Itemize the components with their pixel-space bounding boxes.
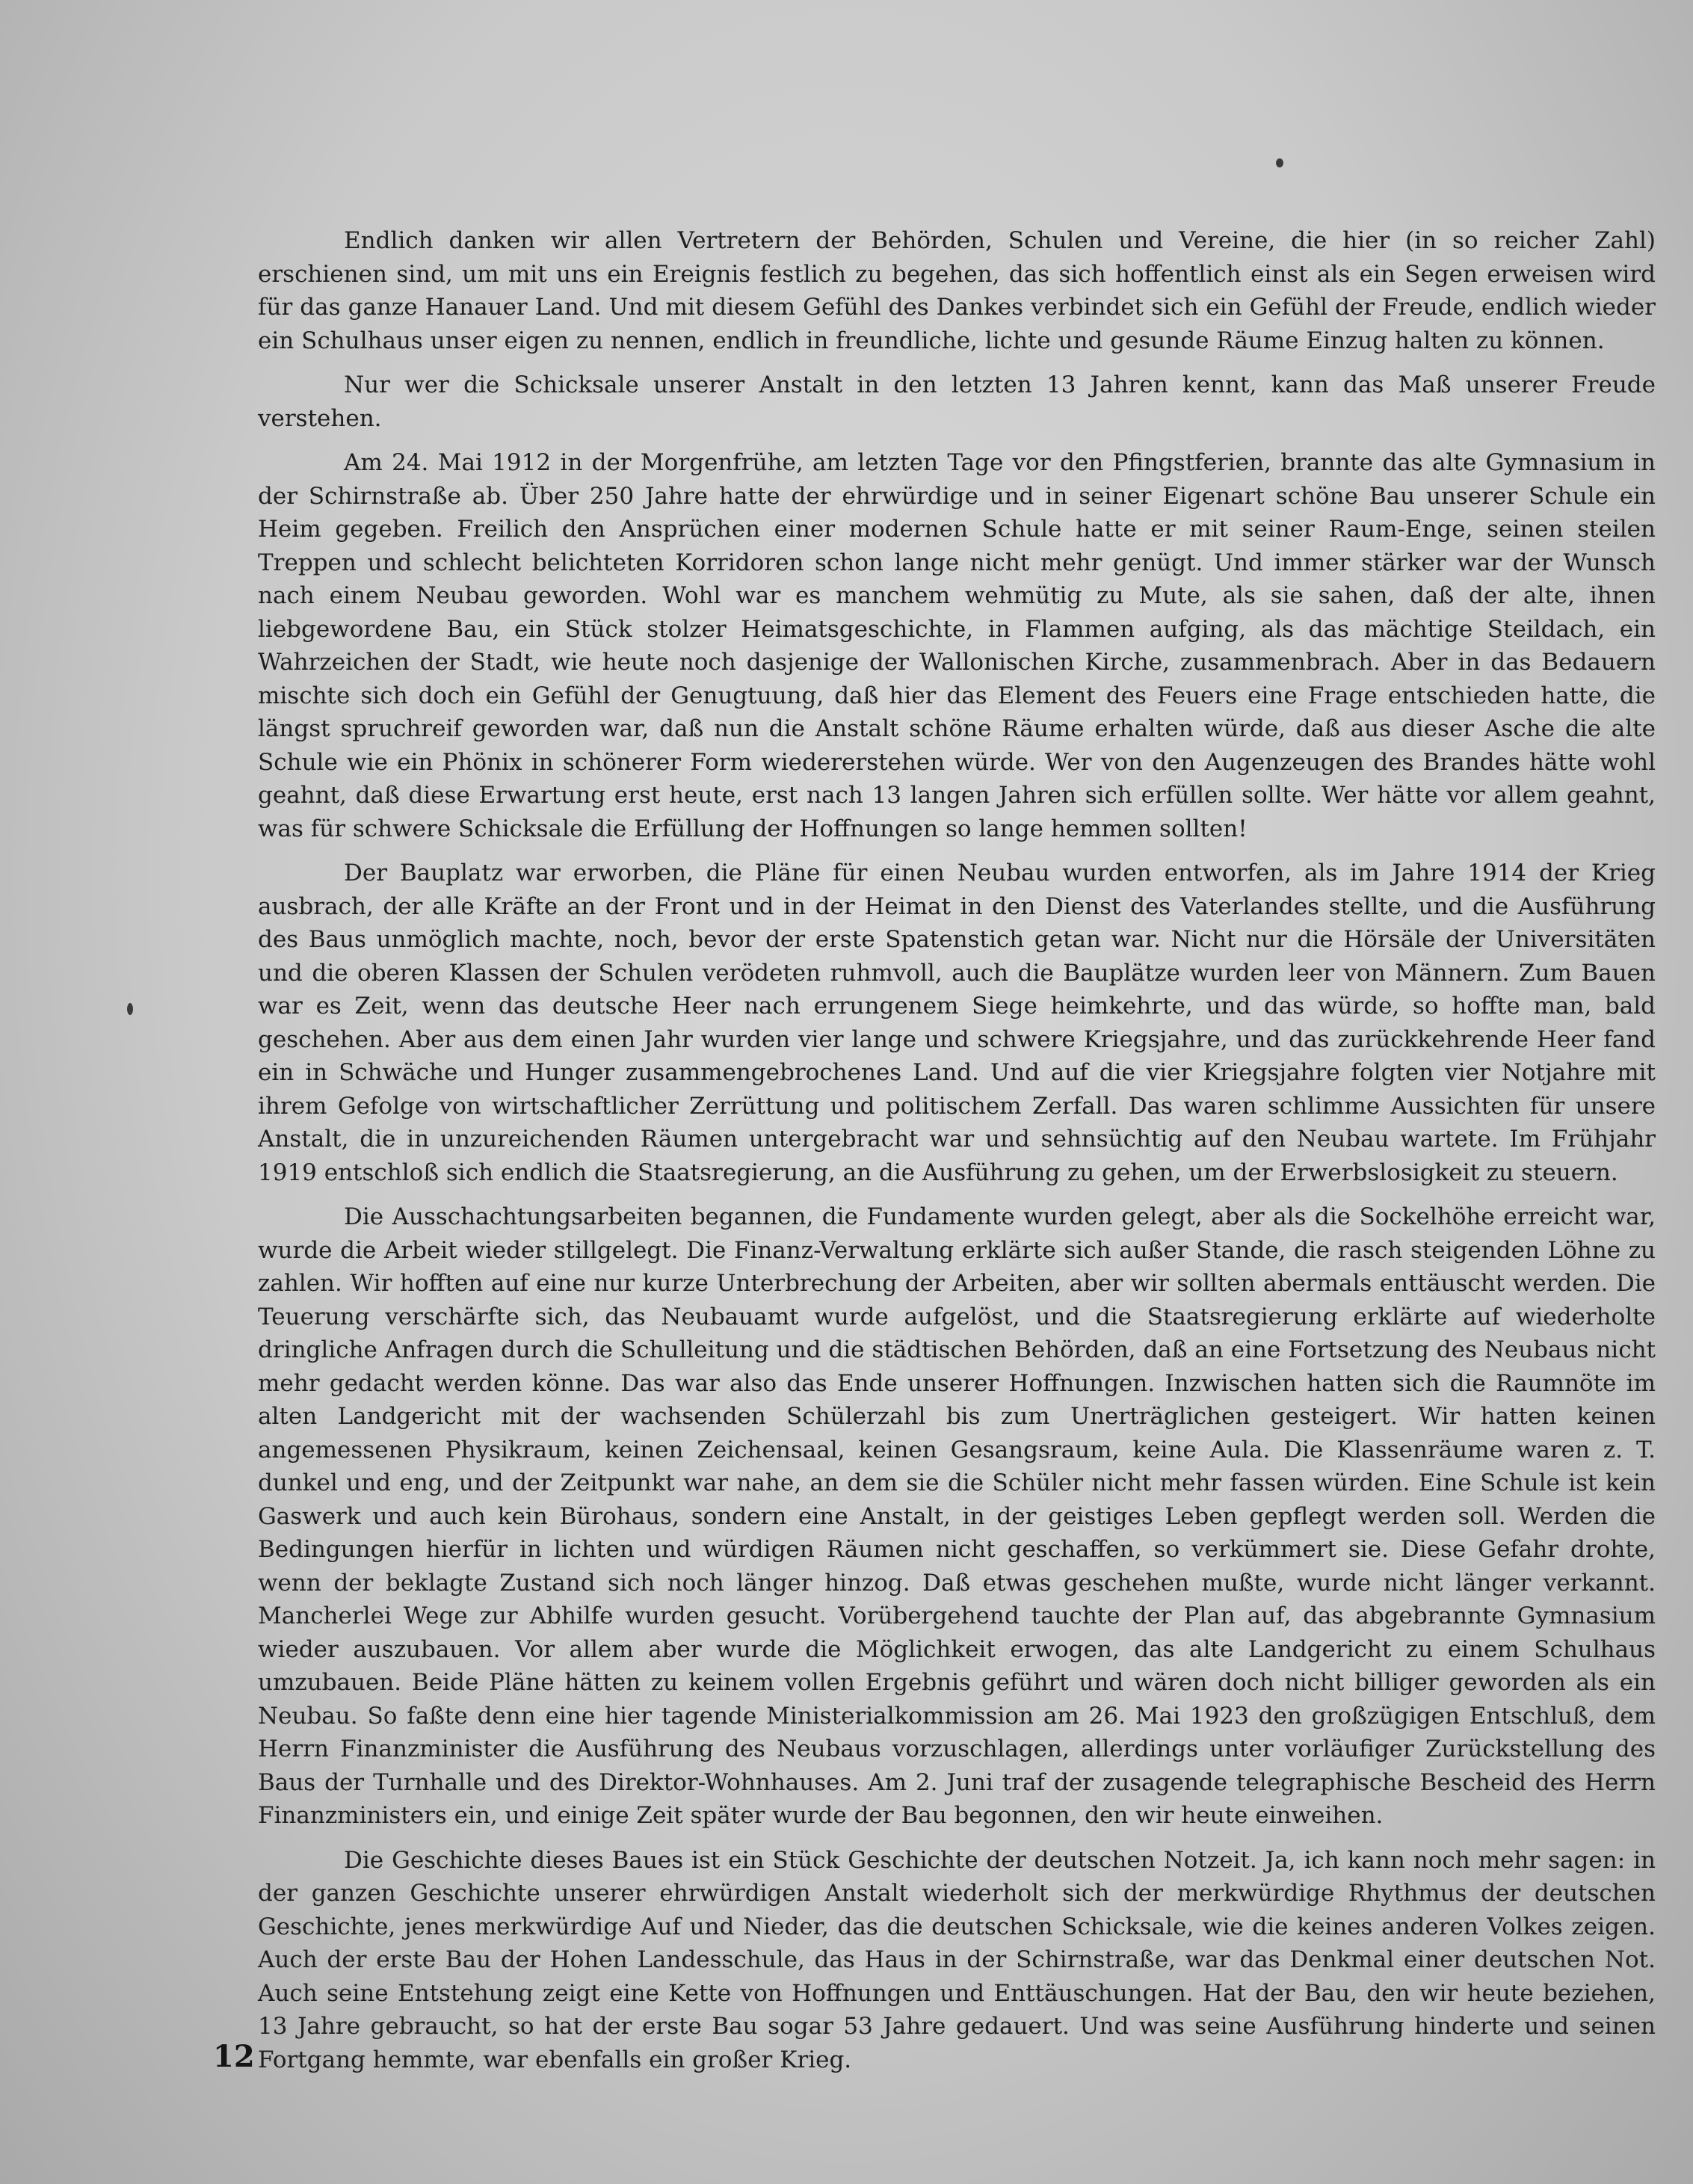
ink-spot — [1276, 158, 1283, 167]
paragraph-fate: Nur wer die Schicksale unserer Anstalt in den letzten 13 Jahren kennt, kann das Maß unserer Freude verstehen. — [258, 371, 1656, 432]
page-number: 12 — [213, 2039, 255, 2074]
paragraph-war-1914: Der Bauplatz war erworben, die Pläne für einen Neubau wurden entworfen, als im Jahre 1914 der Krieg ausbrach, der alle Kräfte an der Front und in der Heimat in den Dienst des Vaterlandes stellte, und die Ausführung des Baus unmöglich machte, noch, bevor der erste Spatenstich getan war. Nicht nur die Hörsäle der Universitäten und die oberen Klassen der Schulen verödeten ruhmvoll, auch die Bauplätze wurden leer von Männern. Zum Bauen war es Zeit, wenn das deutsche Heer nach errungenem Siege heimkehrte, und das würde, so hoffte man, bald geschehen. Aber aus dem einen Jahr wurden vier lange und schwere Kriegsjahre, und das zurückkehrende Heer fand ein in Schwäche und Hunger zusammengebrochenes Land. Und auf die vier Kriegsjahre folgten vier Notjahre mit ihrem Gefolge von wirtschaftlicher Zerrüttung und politischem Zerfall. Das waren schlimme Aussichten für unsere Anstalt, die in unzureichenden Räumen untergebracht war und sehnsüchtig auf den Neubau wartete. Im Frühjahr 1919 entschloß sich endlich die Staatsregierung, an die Ausführung zu gehen, um der Erwerbslosigkeit zu steuern. — [258, 860, 1656, 1186]
paragraph-history: Die Geschichte dieses Baues ist ein Stück Geschichte der deutschen Notzeit. Ja, ich kann noch mehr sagen: in der ganzen Geschichte unserer ehrwürdigen Anstalt wiederholt sich der merkwürdige Rhythmus der deutschen Geschichte, jenes merkwürdige Auf und Nieder, das die deutschen Schicksale, wie die keines anderen Volkes zeigen. Auch der erste Bau der Hohen Landesschule, das Haus in der Schirnstraße, war das Denkmal einer deutschen Not. Auch seine Entstehung zeigt eine Kette von Hoffnungen und Enttäuschungen. Hat der Bau, den wir heute beziehen, 13 Jahre gebraucht, so hat der erste Bau sogar 53 Jahre gedauert. Und was seine Ausführung hinderte und seinen Fortgang hemmte, war ebenfalls ein großer Krieg. — [258, 1846, 1656, 2073]
paragraph-construction: Die Ausschachtungsarbeiten begannen, die Fundamente wurden gelegt, aber als die Sockelhöhe erreicht war, wurde die Arbeit wieder stillgelegt. Die Finanz-Verwaltung erklärte sich außer Stande, die rasch steigenden Löhne zu zahlen. Wir hofften auf eine nur kurze Unterbrechung der Arbeiten, aber wir sollten abermals enttäuscht werden. Die Teuerung verschärfte sich, das Neubauamt wurde aufgelöst, und die Staatsregierung erklärte auf wiederholte dringliche Anfragen durch die Schulleitung und die städtischen Behörden, daß an eine Fortsetzung des Neubaus nicht mehr gedacht werden könne. Das war also das Ende unserer Hoffnungen. Inzwischen hatten sich die Raumnöte im alten Landgericht mit der wachsenden Schülerzahl bis zum Unerträglichen gesteigert. Wir hatten keinen angemessenen Physikraum, keinen Zeichensaal, keinen Gesangsraum, keine Aula. Die Klassenräume waren z. T. dunkel und eng, und der Zeitpunkt war nahe, an dem sie die Schüler nicht mehr fassen würden. Eine Schule ist kein Gaswerk und auch kein Bürohaus, sondern eine Anstalt, in der geistiges Leben gepflegt werden soll. Werden die Bedingungen hierfür in lichten und würdigen Räumen nicht geschaffen, so verkümmert sie. Diese Gefahr drohte, wenn der beklagte Zustand sich noch länger hinzog. Daß etwas geschehen mußte, wurde nicht länger verkannt. Mancherlei Wege zur Abhilfe wurden gesucht. Vorübergehend tauchte der Plan auf, das abgebrannte Gymnasium wieder auszubauen. Vor allem aber wurde die Möglichkeit erwogen, das alte Landgericht zu einem Schulhaus umzubauen. Beide Pläne hätten zu keinem vollen Ergebnis geführt und wären doch nicht billiger geworden als ein Neubau. So faßte denn eine hier tagende Ministerialkommission am 26. Mai 1923 den großzügigen Entschluß, dem Herrn Finanzminister die Ausführung des Neubaus vorzuschlagen, allerdings unter vorläufiger Zurückstellung des Baus der Turnhalle und des Direktor-Wohnhauses. Am 2. Juni traf der zusagende telegraphische Bescheid des Herrn Finanzministers ein, und einige Zeit später wurde der Bau begonnen, den wir heute einweihen. — [258, 1203, 1656, 1829]
paragraph-fire-1912: Am 24. Mai 1912 in der Morgenfrühe, am letzten Tage vor den Pfingstferien, brannte das alte Gymnasium in der Schirnstraße ab. Über 250 Jahre hatte der ehrwürdige und in seiner Eigenart schöne Bau unserer Schule ein Heim gegeben. Freilich den Ansprüchen einer modernen Schule hatte er mit seiner Raum-Enge, seinen steilen Treppen und schlecht belichteten Korridoren schon lange nicht mehr genügt. Und immer stärker war der Wunsch nach einem Neubau geworden. Wohl war es manchem wehmütig zu Mute, als sie sahen, daß der alte, ihnen liebgewordene Bau, ein Stück stolzer Heimatsgeschichte, in Flammen aufging, als das mächtige Steildach, ein Wahrzeichen der Stadt, wie heute noch dasjenige der Wallonischen Kirche, zusammenbrach. Aber in das Bedauern mischte sich doch ein Gefühl der Genugtuung, daß hier das Element des Feuers eine Frage entschieden hatte, die längst spruchreif geworden war, daß nun die Anstalt schöne Räume erhalten würde, daß aus dieser Asche die alte Schule wie ein Phönix in schönerer Form wiedererstehen würde. Wer von den Augenzeugen des Brandes hätte wohl geahnt, daß diese Erwartung erst heute, erst nach 13 langen Jahren sich erfüllen sollte. Wer hätte vor allem geahnt, was für schwere Schicksale die Erfüllung der Hoffnungen so lange hemmen sollten! — [258, 449, 1656, 842]
paragraph-thanks: Endlich danken wir allen Vertretern der Behörden, Schulen und Vereine, die hier (in so reicher Zahl) erschienen sind, um mit uns ein Ereignis festlich zu begehen, das sich hoffentlich einst als ein Segen erweisen wird für das ganze Hanauer Land. Und mit diesem Gefühl des Dankes verbindet sich ein Gefühl der Freude, endlich wieder ein Schulhaus unser eigen zu nennen, endlich in freundliche, lichte und gesunde Räume Einzug halten zu können. — [258, 227, 1656, 354]
body-text — [258, 224, 1656, 2088]
ink-spot — [127, 1003, 133, 1015]
